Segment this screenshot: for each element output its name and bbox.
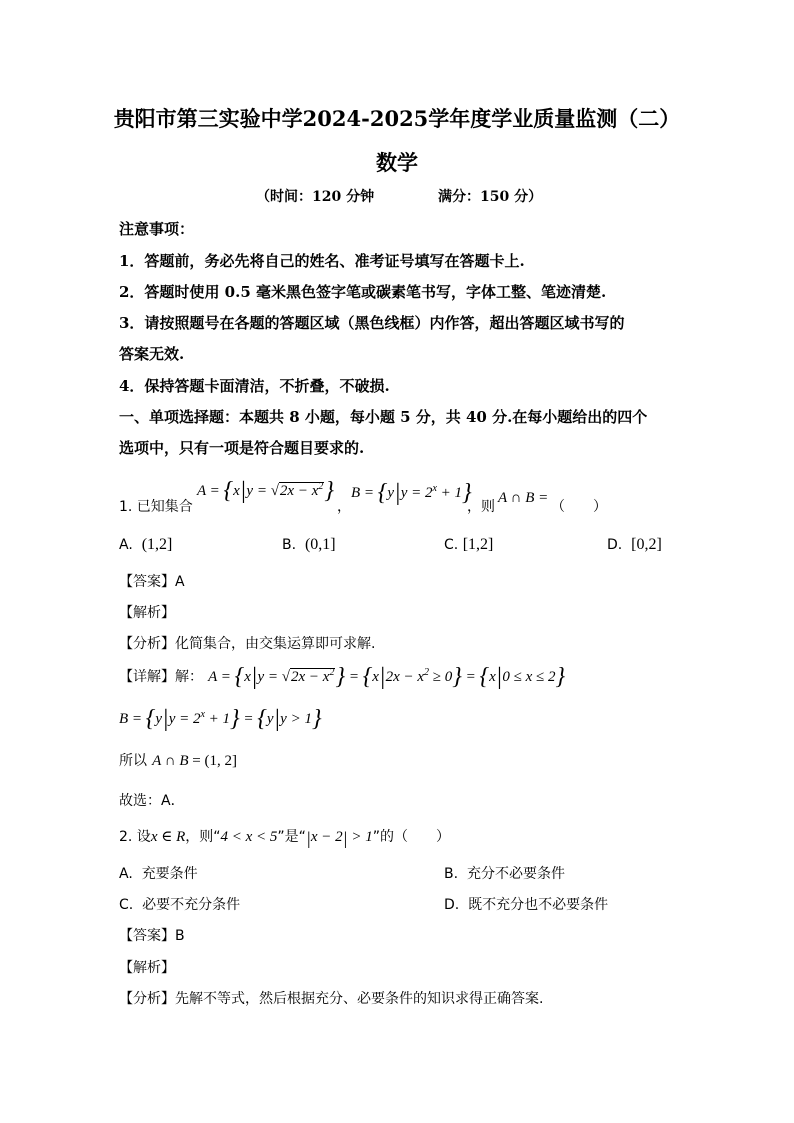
q2-answer: 【答案】B	[119, 928, 185, 944]
q1-conclusion: 故选：A．	[119, 793, 185, 809]
q1-option-c: C. [1,2]	[444, 536, 494, 553]
section-heading-cont: 选项中，只有一项是符合题目要求的.	[119, 439, 365, 457]
question-2-stem: 2. 设x ∈ R，则“4 < x < 5”是“|x − 2| > 1”的（ ）	[119, 828, 451, 848]
q1-blank: （ ）	[551, 499, 607, 515]
q1-comma: ，	[337, 499, 351, 515]
q1-option-d: D. [0,2]	[607, 536, 662, 553]
q1-set-b: $B = \{y|y = 2^x + 1\}$	[351, 480, 472, 506]
q1-answer: 【答案】A	[119, 574, 185, 590]
notice-heading: 注意事项：	[119, 220, 195, 238]
q1-prefix: 1. 已知集合	[119, 499, 193, 515]
section-heading: 一、单项选择题：本题共 8 小题，每小题 5 分，共 40 分.在每小题给出的四个	[119, 408, 648, 426]
q2-analysis-tag: 【解析】	[119, 960, 175, 976]
q2-fenxi: 【分析】先解不等式，然后根据充分、必要条件的知识求得正确答案.	[119, 991, 544, 1007]
q1-set-a: $A = \{x|y = √2x - x^2\}$	[197, 478, 334, 504]
q1-detail-line1: 【详解】解： $A = \{x|y = √2x - x^2\} = \{x|2x - x^2 \ge 0\} = \{x|0 \le x \le 2\}$	[119, 664, 566, 690]
q1-option-a: A. (1,2]	[119, 536, 173, 553]
q1-option-b: B. (0,1]	[282, 536, 336, 553]
time-info: （时间：120 分钟	[256, 189, 375, 205]
q1-result: 所以 A ∩ B = (1, 2]	[119, 753, 237, 769]
score-info: 满分：150 分）	[438, 189, 543, 205]
q2-option-b: B. 充分不必要条件	[444, 866, 565, 882]
page-title: 贵阳市第三实验中学2024-2025学年度学业质量监测（二）	[113, 106, 681, 131]
notice-item: 答案无效.	[119, 345, 185, 363]
q1-fenxi: 【分析】化简集合，由交集运算即可求解.	[119, 636, 376, 652]
q2-option-a: A. 充要条件	[119, 866, 198, 882]
notice-item: 2．答题时使用 0.5 毫米黑色签字笔或碳素笔书写，字体工整、笔迹清楚.	[119, 283, 607, 301]
notice-item: 1．答题前，务必先将自己的姓名、准考证号填写在答题卡上.	[119, 252, 525, 270]
subject-title: 数学	[376, 150, 418, 175]
q1-detail-line2: $B = \{y|y = 2^x + 1\} = \{y|y > 1\}$	[119, 706, 322, 732]
q1-then: ，则	[467, 499, 495, 515]
q1-expr: A ∩ B =	[498, 490, 549, 506]
q1-analysis-tag: 【解析】	[119, 605, 175, 621]
notice-item: 3．请按照题号在各题的答题区域（黑色线框）内作答，超出答题区域书写的	[119, 314, 625, 332]
q2-option-c: C. 必要不充分条件	[119, 897, 241, 913]
notice-item: 4．保持答题卡面清洁，不折叠，不破损.	[119, 377, 390, 395]
q2-option-d: D. 既不充分也不必要条件	[444, 897, 609, 913]
